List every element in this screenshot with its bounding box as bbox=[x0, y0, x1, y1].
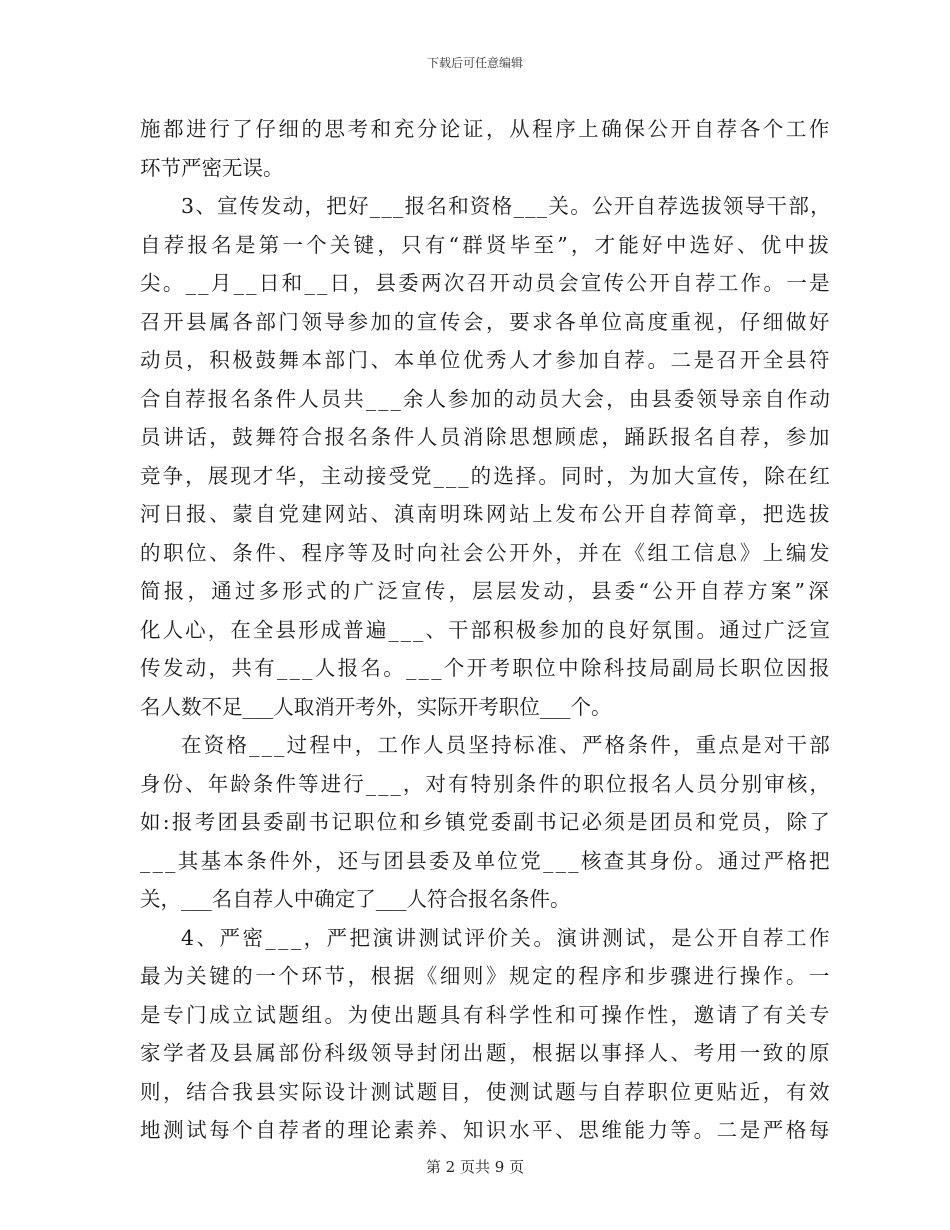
page-header: 下载后可任意编辑 bbox=[426, 56, 523, 70]
text-line: 最为关键的一个环节，根据《细则》规定的程序和步骤进行操作。一 bbox=[140, 964, 832, 988]
text-line: 家学者及县属部份科级领导封闭出题，根据以事择人、考用一致的原 bbox=[140, 1041, 832, 1065]
text-line: 的职位、条件、程序等及时向社会公开外，并在《组工信息》上编发 bbox=[140, 540, 832, 565]
text-line: 环节严密无误。 bbox=[140, 155, 284, 180]
text-line: 化人心，在全县形成普遍___、干部积极参加的良好氛围。通过广泛宣 bbox=[140, 617, 832, 642]
text-line: 自荐报名是第一个关键，只有“群贤毕至”，才能好中选好、优中拔 bbox=[140, 232, 832, 257]
text-line: 召开县属各部门领导参加的宣传会，要求各单位高度重视，仔细做好 bbox=[140, 309, 832, 334]
text-line: 简报，通过多形式的广泛宣传，层层发动，县委“公开自荐方案”深 bbox=[140, 579, 832, 603]
text-line: 地测试每个自荐者的理论素养、知识水平、思维能力等。二是严格每 bbox=[140, 1118, 832, 1142]
text-line: 是专门成立试题组。为使出题具有科学性和可操作性，邀请了有关专 bbox=[140, 1002, 832, 1027]
text-line: 关，___名自荐人中确定了___人符合报名条件。 bbox=[140, 887, 571, 911]
text-line: 合自荐报名条件人员共___余人参加的动员大会，由县委领导亲自作动 bbox=[140, 386, 832, 411]
text-line: ___其基本条件外，还与团县委及单位党___核查其身份。通过严格把 bbox=[140, 848, 832, 873]
text-line: 名人数不足___人取消开考外，实际开考职位___个。 bbox=[140, 694, 612, 719]
text-line: 3、宣传发动，把好___报名和资格___关。公开自荐选拔领导干部， bbox=[181, 194, 832, 218]
text-line: 动员，积极鼓舞本部门、本单位优秀人才参加自荐。二是召开全县符 bbox=[140, 348, 832, 372]
text-line: 尖。__月__日和__日，县委两次召开动员会宣传公开自荐工作。一是 bbox=[140, 271, 832, 295]
text-line: 则，结合我县实际设计测试题目，使测试题与自荐职位更贴近，有效 bbox=[140, 1079, 832, 1104]
text-line: 4、严密___，严把演讲测试评价关。演讲测试，是公开自荐工作 bbox=[181, 925, 832, 950]
text-line: 竞争，展现才华，主动接受党___的选择。同时，为加大宣传，除在红 bbox=[140, 463, 832, 488]
text-line: 施都进行了仔细的思考和充分论证，从程序上确保公开自荐各个工作 bbox=[140, 117, 832, 141]
document-body bbox=[140, 110, 830, 1150]
text-line: 如:报考团县委副书记职位和乡镇党委副书记必须是团员和党员，除了 bbox=[140, 810, 832, 834]
text-line: 身份、年龄条件等进行___，对有特别条件的职位报名人员分别审核， bbox=[140, 771, 832, 796]
text-line: 河日报、蒙自党建网站、滇南明珠网站上发布公开自荐简章，把选拔 bbox=[140, 502, 832, 526]
page-footer: 第 2 页共 9 页 bbox=[425, 1158, 525, 1176]
text-line: 员讲话，鼓舞符合报名条件人员消除思想顾虑，踊跃报名自荐，参加 bbox=[140, 425, 832, 449]
text-line: 在资格___过程中，工作人员坚持标准、严格条件，重点是对干部 bbox=[181, 733, 832, 757]
text-line: 传发动，共有___人报名。___个开考职位中除科技局副局长职位因报 bbox=[140, 656, 832, 680]
